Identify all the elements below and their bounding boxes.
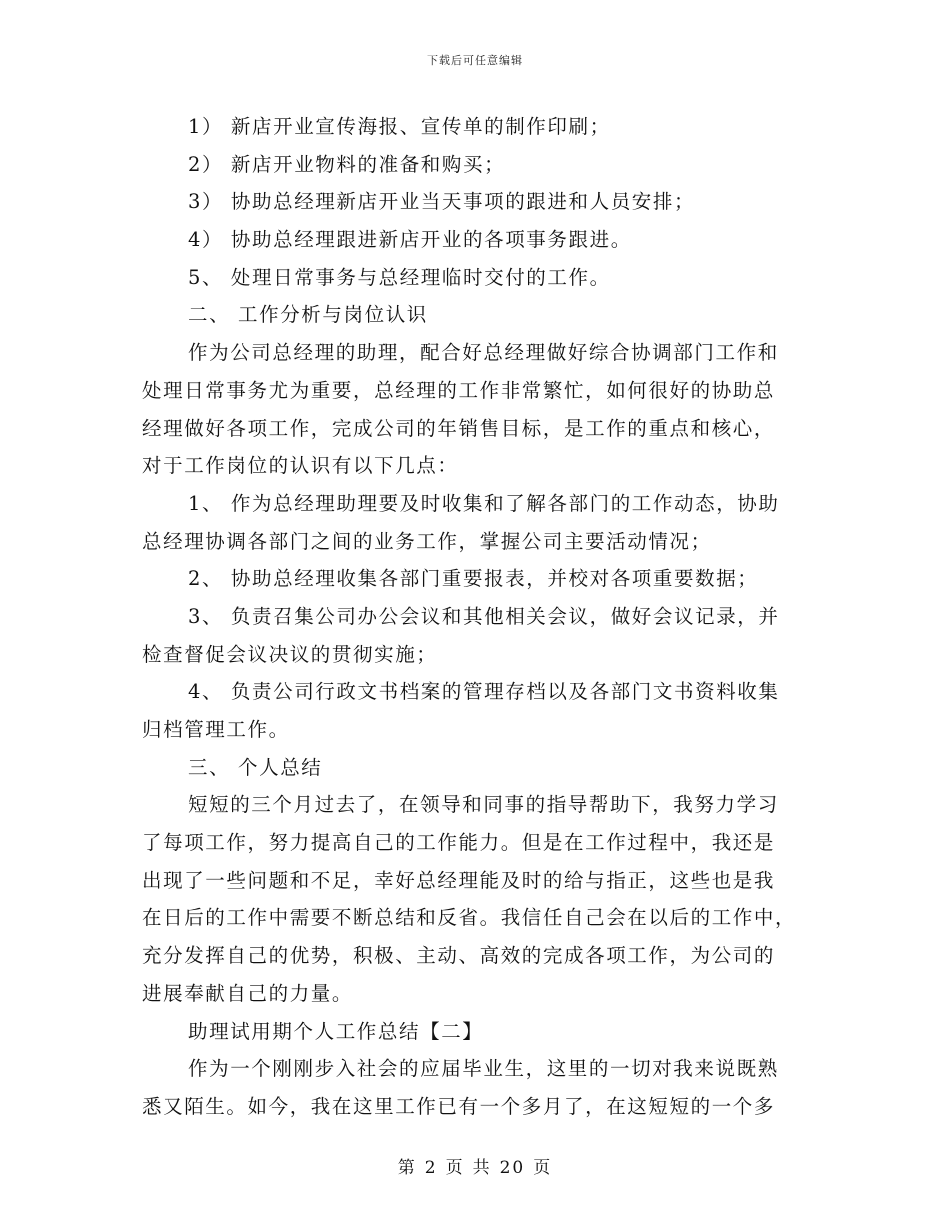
list-item: 3） 协助总经理新店开业当天事项的跟进和人员安排； — [188, 190, 696, 214]
footer-label-total: 共 — [472, 1158, 492, 1178]
paragraph-line: 作为公司总经理的助理，配合好总经理做好综合协调部门工作和 — [188, 341, 779, 365]
list-item: 5、 处理日常事务与总经理临时交付的工作。 — [188, 265, 611, 289]
paragraph-line: 悉又陌生。如今，我在这里工作已有一个多月了，在这短短的一个多 — [142, 1094, 776, 1118]
paragraph-line: 了每项工作，努力提高自己的工作能力。但是在工作过程中，我还是 — [142, 831, 776, 855]
section-heading: 助理试用期个人工作总结【二】 — [188, 1019, 484, 1043]
current-page-number: 2 — [424, 1158, 438, 1178]
footer-label-page: 第 — [397, 1158, 417, 1178]
page-header: 下载后可任意编辑 — [427, 54, 523, 67]
paragraph-line: 总经理协调各部门之间的业务工作，掌握公司主要活动情况； — [142, 529, 712, 553]
paragraph-line: 对于工作岗位的认识有以下几点： — [142, 454, 459, 478]
paragraph-line: 出现了一些问题和不足，幸好总经理能及时的给与指正，这些也是我 — [142, 868, 776, 892]
list-item: 4） 协助总经理跟进新店开业的各项事务跟进。 — [188, 228, 632, 252]
paragraph-line: 检查督促会议决议的贯彻实施； — [142, 642, 438, 666]
paragraph-line: 经理做好各项工作，完成公司的年销售目标，是工作的重点和核心， — [142, 416, 776, 440]
section-heading: 三、 个人总结 — [188, 755, 323, 779]
paragraph-line: 作为一个刚刚步入社会的应届毕业生，这里的一切对我来说既熟 — [188, 1057, 779, 1081]
paragraph-line: 处理日常事务尤为重要，总经理的工作非常繁忙，如何很好的协助总 — [142, 378, 776, 402]
page-footer — [0, 1153, 950, 1178]
section-heading: 二、 工作分析与岗位认识 — [188, 303, 428, 327]
paragraph-line: 充分发挥自己的优势，积极、主动、高效的完成各项工作，为公司的 — [142, 944, 776, 968]
paragraph-line: 短短的三个月过去了，在领导和同事的指导帮助下，我努力学习 — [188, 793, 779, 817]
list-item: 2、 协助总经理收集各部门重要报表，并校对各项重要数据； — [188, 567, 759, 591]
list-item: 3、 负责召集公司办公会议和其他相关会议，做好会议记录，并 — [188, 604, 780, 628]
footer-label-unit: 页 — [445, 1158, 465, 1178]
paragraph-line: 归档管理工作。 — [142, 718, 290, 741]
footer-label-unit2: 页 — [533, 1158, 553, 1178]
list-item: 1） 新店开业宣传海报、宣传单的制作印刷； — [188, 115, 611, 138]
list-item: 1、 作为总经理助理要及时收集和了解各部门的工作动态，协助 — [188, 491, 780, 515]
total-pages-number: 20 — [499, 1158, 526, 1178]
paragraph-line: 在日后的工作中需要不断总结和反省。我信任自己会在以后的工作中， — [142, 906, 797, 930]
list-item: 4、 负责公司行政文书档案的管理存档以及各部门文书资料收集 — [188, 680, 780, 704]
document-body — [142, 108, 810, 1126]
list-item: 2） 新店开业物料的准备和购买； — [188, 152, 506, 176]
paragraph-line: 进展奉献自己的力量。 — [142, 981, 354, 1005]
